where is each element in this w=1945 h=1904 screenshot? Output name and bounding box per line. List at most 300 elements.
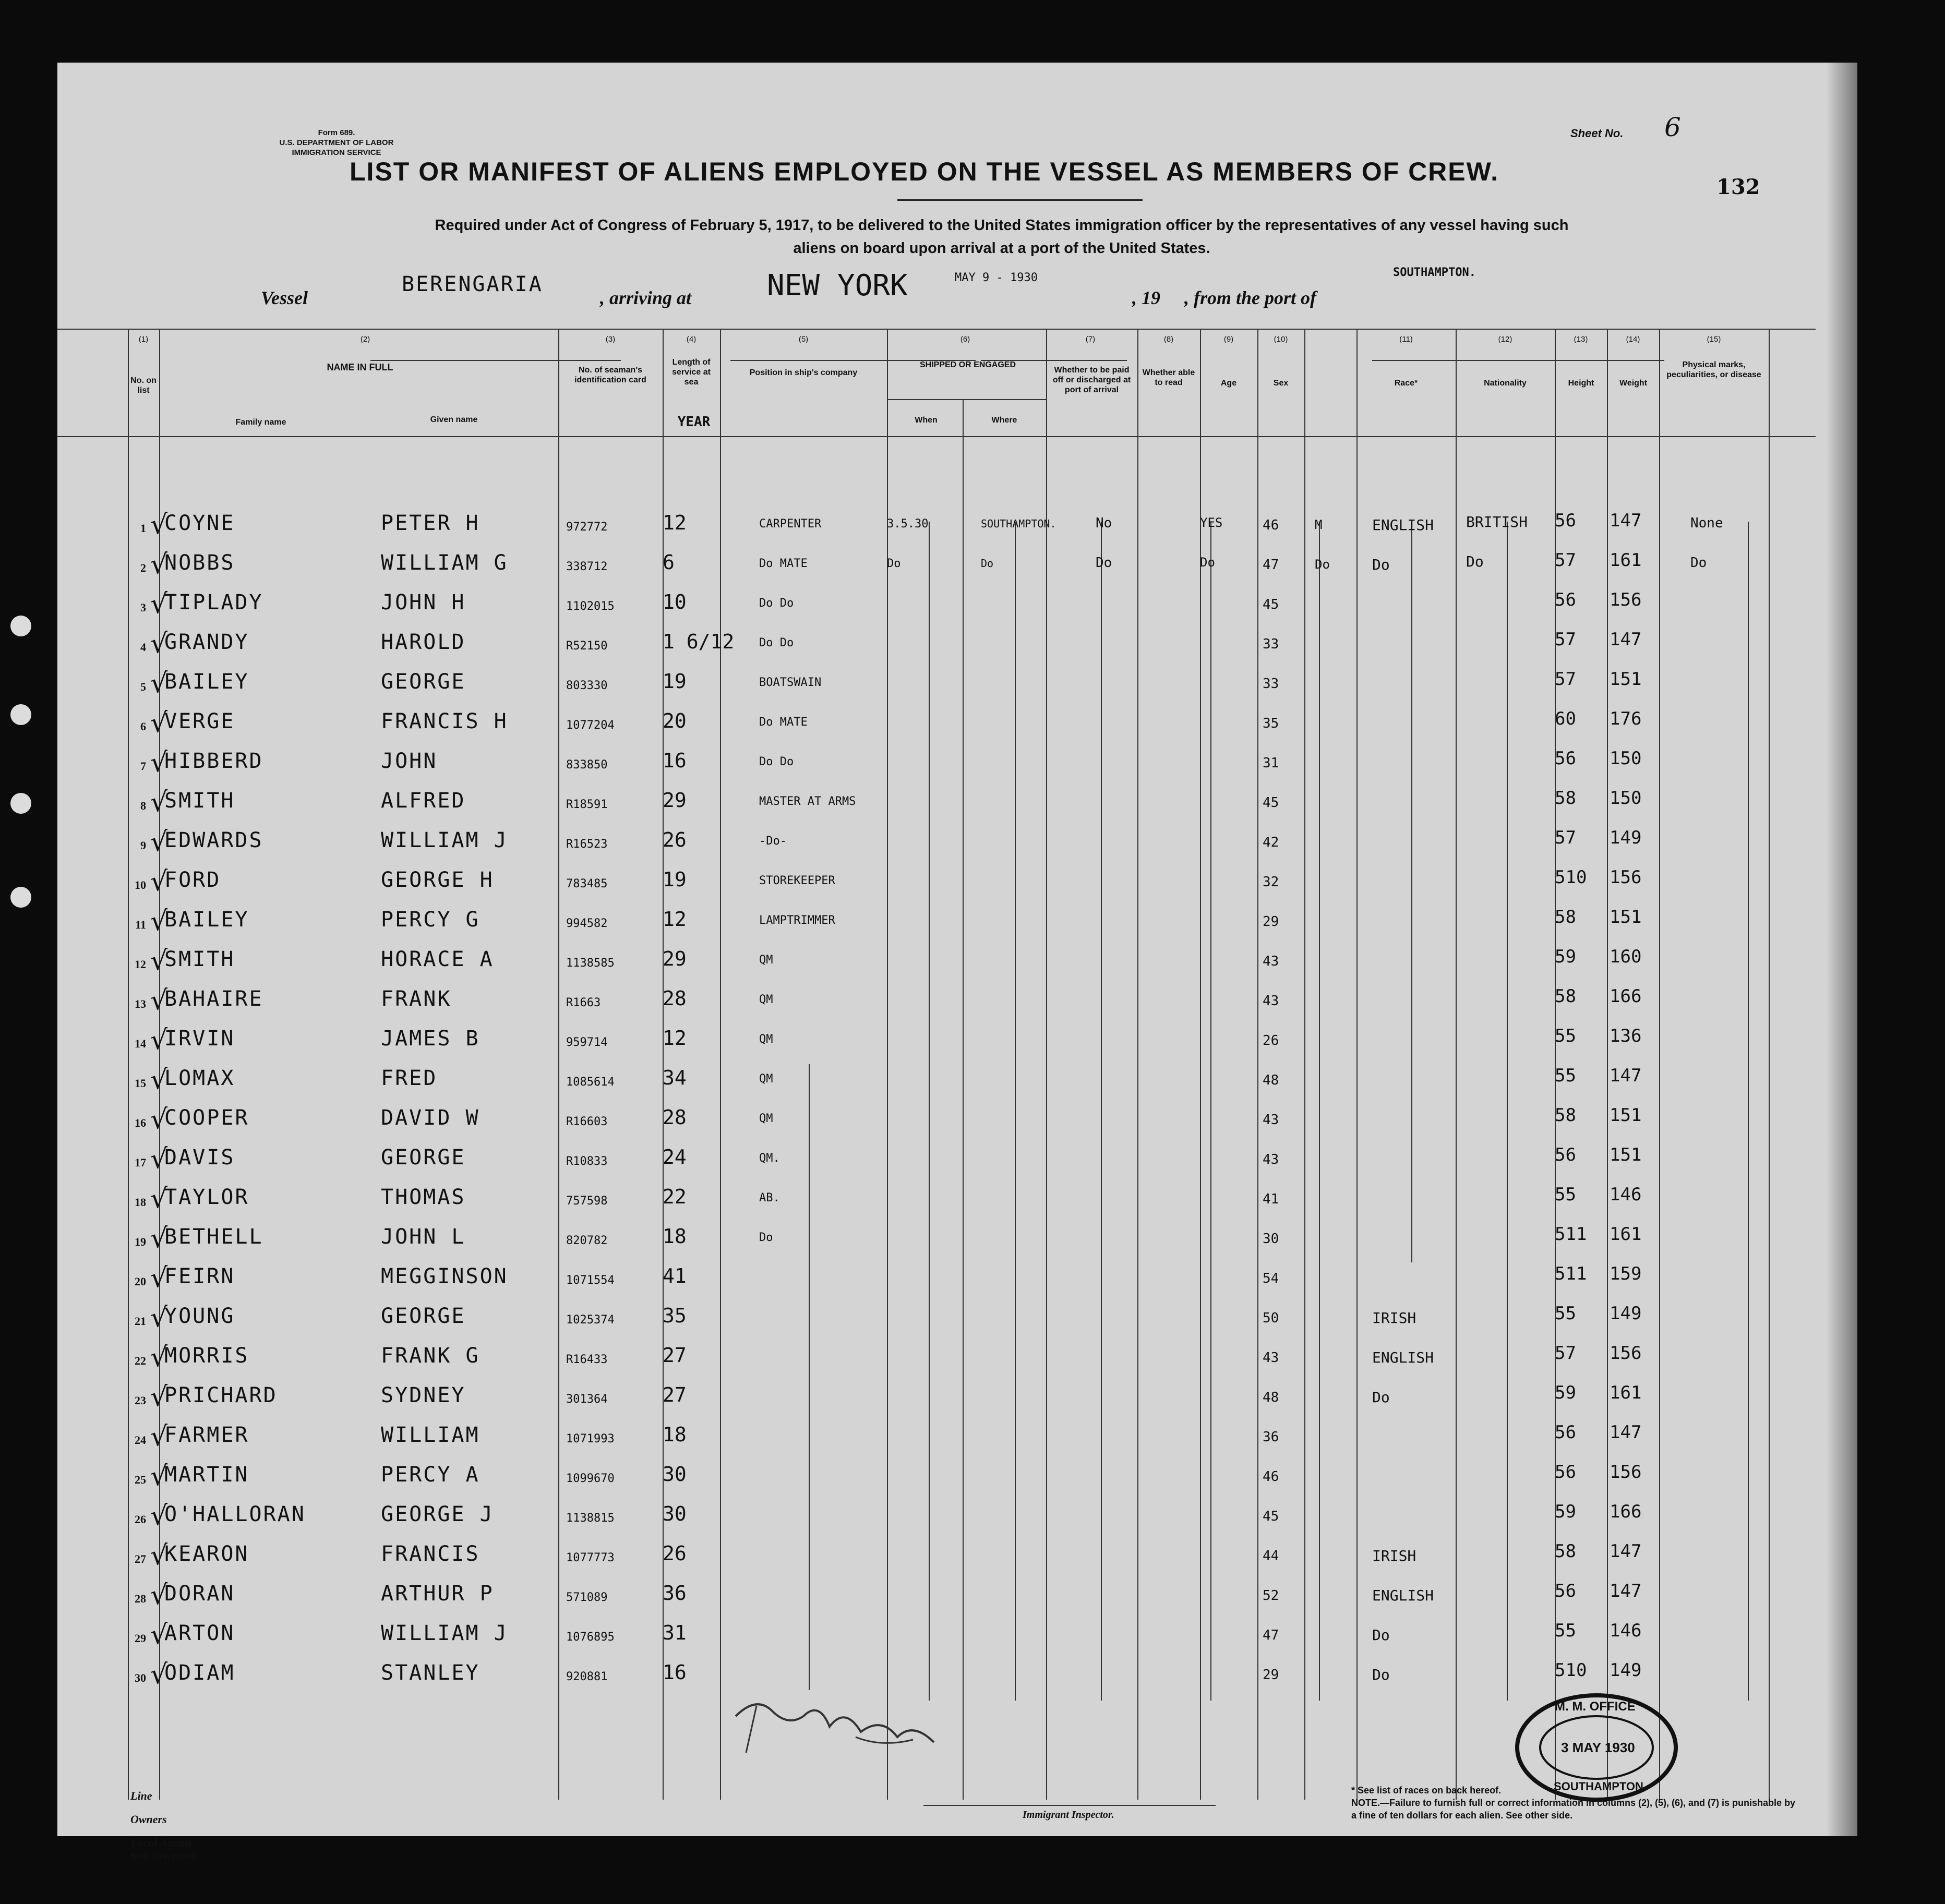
paid-off-cell: No	[1096, 515, 1112, 531]
service-length-cell: 34	[663, 1066, 687, 1089]
table-rule	[887, 399, 1046, 400]
service-length-cell: 26	[663, 828, 687, 851]
sheet-label: Sheet No.	[1570, 127, 1624, 140]
family-name-cell: FORD	[164, 868, 221, 892]
height-cell: 56	[1555, 510, 1576, 531]
height-cell: 58	[1555, 907, 1576, 927]
column-number: (11)	[1399, 335, 1413, 344]
given-name-cell: SYDNEY	[381, 1383, 466, 1407]
table-row	[57, 1140, 1816, 1180]
age-cell: 45	[1263, 1509, 1279, 1524]
table-row	[57, 1061, 1816, 1101]
weight-cell: 147	[1610, 1541, 1642, 1562]
column-number: (15)	[1707, 335, 1721, 344]
given-name-cell: GEORGE	[381, 1146, 466, 1170]
given-name-cell: HAROLD	[381, 630, 466, 654]
age-cell: 31	[1263, 755, 1279, 771]
height-cell: 57	[1555, 827, 1576, 848]
check-mark-icon: √	[150, 1025, 168, 1056]
age-cell: 30	[1263, 1231, 1279, 1247]
stamp-top-text: M. M. OFFICE	[1555, 1700, 1636, 1714]
able-to-read-cell: YES	[1200, 515, 1223, 530]
print-code: 5000. 3/29. 22/566.	[130, 1852, 198, 1861]
header-no-on-list: No. on list	[130, 376, 157, 395]
height-cell: 56	[1555, 1422, 1576, 1443]
family-name-cell: BAHAIRE	[164, 987, 263, 1011]
given-name-cell: JOHN H	[381, 591, 466, 614]
service-length-cell: 41	[663, 1264, 687, 1287]
id-card-cell: R1663	[566, 996, 601, 1009]
shipped-when-cell: Do	[887, 557, 901, 570]
family-name-cell: FEIRN	[164, 1264, 235, 1288]
family-name-cell: GRANDY	[164, 630, 249, 654]
age-cell: 35	[1263, 716, 1279, 731]
weight-cell: 147	[1610, 629, 1642, 650]
service-length-cell: 36	[663, 1582, 687, 1605]
service-length-cell: 6	[663, 551, 675, 574]
id-card-cell: R18591	[566, 798, 608, 811]
age-cell: 46	[1263, 1469, 1279, 1485]
check-mark-icon: √	[150, 1500, 168, 1532]
nationality-cell: BRITISH	[1466, 513, 1528, 531]
check-mark-icon: √	[150, 707, 168, 739]
inspector-signature-line	[923, 1805, 1216, 1806]
given-name-cell: FRANCIS H	[381, 709, 508, 733]
weight-cell: 161	[1610, 1382, 1642, 1403]
check-mark-icon: √	[150, 985, 168, 1016]
position-cell: QM	[759, 1072, 773, 1086]
service-length-cell: 12	[663, 908, 687, 931]
table-row	[57, 942, 1816, 982]
weight-cell: 150	[1610, 788, 1642, 809]
form-number: Form 689.	[318, 128, 355, 137]
id-card-cell: R16523	[566, 838, 608, 851]
height-cell: 57	[1555, 1343, 1576, 1364]
age-cell: 45	[1263, 795, 1279, 811]
family-name-cell: O'HALLORAN	[164, 1502, 306, 1526]
service-length-cell: 16	[663, 1661, 687, 1684]
weight-cell: 176	[1610, 708, 1642, 729]
table-row	[57, 1021, 1816, 1061]
age-cell: 29	[1263, 1667, 1279, 1683]
id-card-cell: 959714	[566, 1036, 608, 1049]
header-race: Race*	[1394, 379, 1418, 388]
position-cell: LAMPTRIMMER	[759, 914, 835, 927]
given-name-cell: GEORGE H	[381, 868, 494, 892]
row-number: 15	[135, 1077, 146, 1090]
position-cell: Do Do	[759, 636, 794, 649]
row-number: 28	[135, 1592, 146, 1605]
line-label: Line	[130, 1789, 152, 1802]
weight-cell: 147	[1610, 1065, 1642, 1086]
age-cell: 42	[1263, 835, 1279, 850]
given-name-cell: WILLIAM G	[381, 551, 508, 575]
service-length-cell: 20	[663, 709, 687, 732]
shipped-where-cell: SOUTHAMPTON.	[981, 517, 1056, 530]
given-name-cell: WILLIAM J	[381, 828, 508, 852]
age-cell: 33	[1263, 636, 1279, 652]
table-row	[57, 1616, 1816, 1656]
given-name-cell: ALFRED	[381, 789, 466, 813]
check-mark-icon: √	[150, 1143, 168, 1175]
id-card-cell: 1077204	[566, 719, 615, 732]
race-cell: ENGLISH	[1372, 1349, 1434, 1366]
age-cell: 47	[1263, 1628, 1279, 1643]
requirement-line-2: aliens on board upon arrival at a port of the United States.	[793, 240, 1210, 257]
weight-cell: 156	[1610, 1343, 1642, 1364]
physical-marks-cell: Do	[1690, 555, 1707, 571]
service-length-cell: 35	[663, 1304, 687, 1327]
sheet-number: 6	[1664, 112, 1681, 142]
table-row	[57, 1378, 1816, 1418]
physical-marks-cell: None	[1690, 515, 1723, 531]
weight-cell: 149	[1610, 1660, 1642, 1681]
service-length-cell: 16	[663, 749, 687, 772]
document-title: LIST OR MANIFEST OF ALIENS EMPLOYED ON THE VESSEL AS MEMBERS OF CREW.	[350, 157, 1499, 186]
title-rule	[897, 199, 1143, 201]
id-card-cell: 1025374	[566, 1313, 615, 1327]
position-cell: BOATSWAIN	[759, 676, 822, 689]
id-card-cell: 994582	[566, 917, 608, 930]
position-cell: QM	[759, 993, 773, 1006]
id-card-cell: 1076895	[566, 1631, 615, 1644]
header-given-name: Given name	[430, 415, 478, 424]
check-mark-icon: √	[150, 1540, 168, 1571]
family-name-cell: DORAN	[164, 1582, 235, 1606]
weight-cell: 166	[1610, 1501, 1642, 1522]
table-row	[57, 546, 1816, 585]
vessel-name: BERENGARIA	[402, 272, 543, 296]
binder-hole	[10, 887, 31, 908]
id-card-cell: 1138815	[566, 1512, 615, 1525]
row-number: 8	[140, 799, 146, 812]
age-cell: 43	[1263, 954, 1279, 969]
table-row	[57, 585, 1816, 625]
id-card-cell: 783485	[566, 877, 608, 890]
table-row	[57, 704, 1816, 744]
check-mark-icon: √	[150, 787, 168, 818]
binder-hole	[10, 793, 31, 814]
race-cell: ENGLISH	[1372, 516, 1434, 534]
race-cell: Do	[1372, 1666, 1390, 1683]
header-able-to-read: Whether able to read	[1142, 368, 1195, 387]
service-length-cell: 12	[663, 1027, 687, 1050]
id-card-cell: 571089	[566, 1591, 608, 1604]
height-cell: 56	[1555, 1144, 1576, 1165]
weight-cell: 160	[1610, 946, 1642, 967]
family-name-cell: LOMAX	[164, 1066, 235, 1090]
header-height: Height	[1568, 379, 1594, 388]
height-cell: 510	[1555, 1660, 1587, 1681]
column-number: (10)	[1274, 335, 1288, 344]
height-cell: 59	[1555, 1382, 1576, 1403]
height-cell: 57	[1555, 550, 1576, 571]
service-length-cell: 30	[663, 1463, 687, 1486]
height-cell: 511	[1555, 1224, 1587, 1245]
column-number: (14)	[1626, 335, 1640, 344]
given-name-cell: JOHN L	[381, 1225, 466, 1249]
table-rule	[57, 436, 1816, 437]
column-number: (12)	[1498, 335, 1512, 344]
family-name-cell: TIPLADY	[164, 591, 263, 614]
row-number: 22	[135, 1354, 146, 1367]
given-name-cell: WILLIAM	[381, 1423, 480, 1447]
position-cell: Do MATE	[759, 716, 808, 729]
check-mark-icon: √	[150, 1580, 168, 1611]
check-mark-icon: √	[150, 1342, 168, 1373]
paid-off-cell: Do	[1096, 555, 1112, 571]
given-name-cell: GEORGE	[381, 1304, 466, 1328]
table-row	[57, 784, 1816, 823]
service-length-cell: 18	[663, 1225, 687, 1248]
id-card-cell: 803330	[566, 679, 608, 692]
id-card-cell: 1085614	[566, 1076, 615, 1089]
service-length-cell: 30	[663, 1502, 687, 1525]
table-row	[57, 1339, 1816, 1378]
given-name-cell: MEGGINSON	[381, 1264, 508, 1288]
age-cell: 32	[1263, 874, 1279, 890]
weight-cell: 161	[1610, 550, 1642, 571]
family-name-cell: COYNE	[164, 511, 235, 535]
requirement-line-1: Required under Act of Congress of February 5, 1917, to be delivered to the United States immigration officer by the representatives of any vessel having such	[435, 217, 1569, 234]
height-cell: 58	[1555, 986, 1576, 1007]
given-name-cell: GEORGE	[381, 670, 466, 694]
race-cell: ENGLISH	[1372, 1587, 1434, 1604]
height-cell: 55	[1555, 1620, 1576, 1641]
table-rule	[57, 329, 1816, 330]
weight-cell: 149	[1610, 827, 1642, 848]
check-mark-icon: √	[150, 906, 168, 937]
position-cell: -Do-	[759, 835, 787, 848]
weight-cell: 136	[1610, 1026, 1642, 1046]
row-number: 7	[140, 760, 146, 773]
height-cell: 55	[1555, 1065, 1576, 1086]
given-name-cell: HORACE A	[381, 947, 494, 971]
row-number: 14	[135, 1037, 146, 1050]
given-name-cell: FRED	[381, 1066, 438, 1090]
id-card-cell: 1102015	[566, 600, 615, 613]
position-cell: STOREKEEPER	[759, 874, 835, 887]
table-row	[57, 1497, 1816, 1537]
id-card-cell: 1071993	[566, 1432, 615, 1445]
position-cell: CARPENTER	[759, 517, 822, 531]
column-number: (5)	[798, 335, 809, 344]
check-mark-icon: √	[150, 549, 168, 580]
family-name-cell: TAYLOR	[164, 1185, 249, 1209]
height-cell: 55	[1555, 1026, 1576, 1046]
service-name: IMMIGRATION SERVICE	[292, 148, 381, 157]
weight-cell: 147	[1610, 1581, 1642, 1601]
check-mark-icon: √	[150, 1183, 168, 1214]
race-cell: Do	[1372, 556, 1390, 573]
from-port-label: , from the port of	[1184, 287, 1317, 308]
height-cell: 57	[1555, 629, 1576, 650]
row-number: 11	[135, 918, 146, 931]
given-name-cell: DAVID W	[381, 1106, 480, 1130]
id-card-cell: 1071554	[566, 1274, 615, 1287]
position-cell: Do MATE	[759, 557, 808, 570]
given-name-cell: JOHN	[381, 749, 438, 773]
row-number: 18	[135, 1196, 146, 1209]
given-name-cell: GEORGE J	[381, 1502, 494, 1526]
weight-cell: 150	[1610, 748, 1642, 769]
header-position: Position in ship's company	[749, 368, 858, 377]
height-cell: 510	[1555, 867, 1587, 888]
height-cell: 58	[1555, 788, 1576, 809]
height-cell: 56	[1555, 1581, 1576, 1601]
row-number: 12	[135, 958, 146, 971]
header-shipped-or-engaged: SHIPPED OR ENGAGED	[919, 360, 1016, 369]
header-nationality: Nationality	[1484, 379, 1527, 388]
family-name-cell: BAILEY	[164, 670, 249, 694]
service-length-cell: 27	[663, 1383, 687, 1406]
weight-cell: 151	[1610, 1105, 1642, 1126]
height-cell: 56	[1555, 589, 1576, 610]
table-row	[57, 1220, 1816, 1259]
id-card-cell: R16433	[566, 1353, 608, 1366]
height-cell: 57	[1555, 669, 1576, 690]
given-name-cell: FRANCIS	[381, 1542, 480, 1566]
check-mark-icon: √	[150, 1421, 168, 1452]
binding-edge	[1826, 63, 1857, 1836]
position-cell: AB.	[759, 1191, 780, 1204]
header-id-card: No. of seaman's identification card	[574, 366, 646, 384]
row-number: 4	[140, 641, 146, 654]
header-sex: Sex	[1273, 379, 1289, 388]
height-cell: 55	[1555, 1184, 1576, 1205]
table-row	[57, 902, 1816, 942]
row-number: 16	[135, 1116, 146, 1129]
column-number: (8)	[1163, 335, 1174, 344]
weight-cell: 149	[1610, 1303, 1642, 1324]
check-mark-icon: √	[150, 1104, 168, 1135]
check-mark-icon: √	[150, 1619, 168, 1650]
table-row	[57, 1299, 1816, 1339]
family-name-cell: ODIAM	[164, 1661, 235, 1685]
given-name-cell: STANLEY	[381, 1661, 480, 1685]
arriving-port: NEW YORK	[767, 269, 908, 303]
family-name-cell: DAVIS	[164, 1146, 235, 1170]
header-name-in-full: NAME IN FULL	[327, 362, 393, 372]
table-row	[57, 1259, 1816, 1299]
check-mark-icon: √	[150, 509, 168, 540]
row-number: 17	[135, 1156, 146, 1169]
check-mark-icon: √	[150, 588, 168, 620]
family-name-cell: ARTON	[164, 1621, 235, 1645]
given-name-cell: PERCY A	[381, 1463, 480, 1487]
family-name-cell: KEARON	[164, 1542, 249, 1566]
page-number: 132	[1716, 175, 1760, 199]
family-name-cell: COOPER	[164, 1106, 249, 1130]
service-length-cell: 12	[663, 511, 687, 534]
check-mark-icon: √	[150, 628, 168, 659]
able-to-read-cell: Do	[1200, 555, 1215, 570]
height-cell: 56	[1555, 1462, 1576, 1483]
row-number: 3	[140, 601, 146, 614]
family-name-cell: MARTIN	[164, 1463, 249, 1487]
column-number: (4)	[686, 335, 697, 344]
row-number: 24	[135, 1433, 146, 1447]
height-cell: 59	[1555, 1501, 1576, 1522]
id-card-cell: 757598	[566, 1195, 608, 1208]
vessel-label: Vessel	[261, 287, 308, 308]
id-card-cell: R16603	[566, 1115, 608, 1128]
family-name-cell: SMITH	[164, 947, 235, 971]
nationality-cell: Do	[1466, 553, 1484, 570]
weight-cell: 151	[1610, 1144, 1642, 1165]
height-cell: 55	[1555, 1303, 1576, 1324]
owners-label: Owners	[130, 1813, 167, 1826]
form-header	[253, 128, 420, 158]
race-cell: IRISH	[1372, 1547, 1416, 1564]
races-note: * See list of races on back hereof.	[1351, 1785, 1502, 1795]
check-mark-icon: √	[150, 1302, 168, 1333]
column-number: (6)	[960, 335, 970, 344]
table-row	[57, 1457, 1816, 1497]
family-name-cell: EDWARDS	[164, 828, 263, 852]
row-number: 20	[135, 1275, 146, 1288]
row-number: 29	[135, 1632, 146, 1645]
check-mark-icon: √	[150, 945, 168, 977]
footer-note	[1351, 1784, 1800, 1822]
arriving-label: , arriving at	[600, 287, 692, 308]
service-length-cell: 31	[663, 1621, 687, 1644]
header-weight: Weight	[1619, 379, 1648, 388]
row-number: 6	[140, 720, 146, 733]
service-length-cell: 29	[663, 947, 687, 970]
check-mark-icon: √	[150, 1262, 168, 1294]
age-cell: 26	[1263, 1033, 1279, 1049]
check-mark-icon: √	[150, 866, 168, 897]
height-cell: 58	[1555, 1541, 1576, 1562]
family-name-cell: BAILEY	[164, 908, 249, 932]
id-card-cell: 820782	[566, 1234, 608, 1247]
age-cell: 41	[1263, 1191, 1279, 1207]
binder-hole	[10, 704, 31, 725]
height-cell: 56	[1555, 748, 1576, 769]
service-length-cell: 27	[663, 1344, 687, 1367]
race-cell: Do	[1372, 1389, 1390, 1406]
column-number: (2)	[360, 335, 370, 344]
column-number: (1)	[138, 335, 149, 344]
family-name-cell: NOBBS	[164, 551, 235, 575]
service-length-cell: 19	[663, 868, 687, 891]
age-cell: 43	[1263, 1112, 1279, 1128]
service-length-cell: 18	[663, 1423, 687, 1446]
row-number: 13	[135, 997, 146, 1010]
family-name-cell: IRVIN	[164, 1027, 235, 1051]
given-name-cell: FRANK	[381, 987, 452, 1011]
header-family-name: Family name	[235, 418, 286, 427]
row-number: 9	[140, 839, 146, 852]
table-row	[57, 625, 1816, 665]
check-mark-icon: √	[150, 668, 168, 699]
from-port: SOUTHAMPTON.	[1393, 266, 1476, 279]
service-length-cell: 24	[663, 1146, 687, 1168]
id-card-cell: 1138585	[566, 957, 615, 970]
height-cell: 511	[1555, 1263, 1587, 1284]
age-cell: 50	[1263, 1310, 1279, 1326]
row-number: 26	[135, 1513, 146, 1526]
age-cell: 47	[1263, 557, 1279, 573]
header-length-of-service: Length of service at sea	[672, 358, 711, 387]
column-number: (3)	[605, 335, 616, 344]
sex-cell: M	[1315, 517, 1323, 532]
header-paid-off: Whether to be paid off or discharged at port of arrival	[1052, 366, 1131, 394]
age-cell: 43	[1263, 1152, 1279, 1167]
given-name-cell: THOMAS	[381, 1185, 466, 1209]
service-length-cell: 10	[663, 591, 687, 613]
